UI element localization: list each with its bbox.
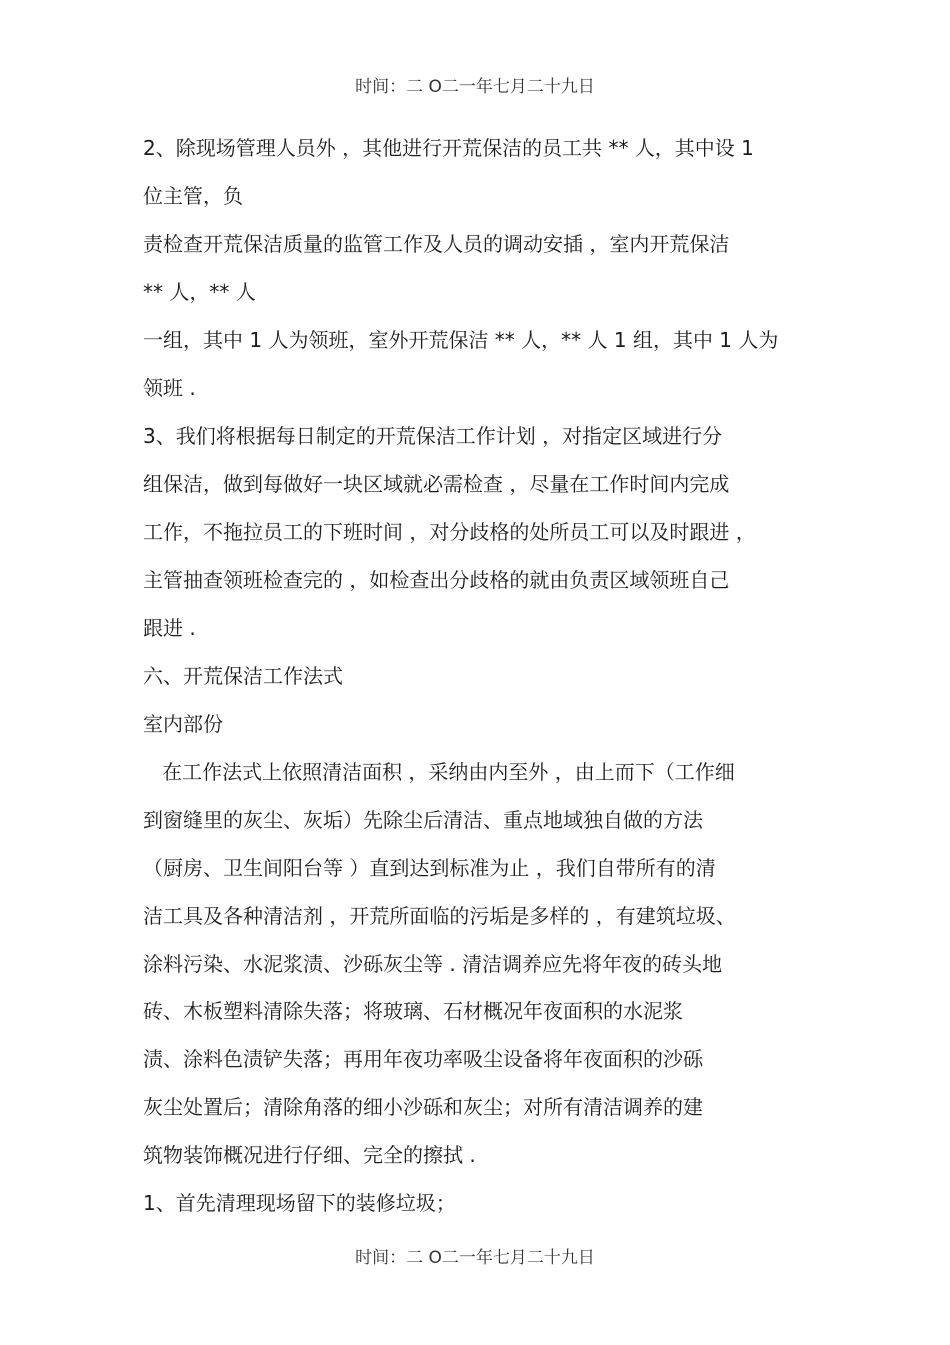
text-line: 1、首先清理现场留下的装修垃圾；: [143, 1191, 456, 1215]
text-line: （厨房、卫生间阳台等 ）直到达到标准为止 ，我们自带所有的清: [143, 856, 716, 880]
text-line: 到窗缝里的灰尘、灰垢）先除尘后清洁、重点地域独自做的方法: [143, 808, 703, 832]
text-line: 3、我们将根据每日制定的开荒保洁工作计划 ，对指定区域进行分: [143, 424, 723, 448]
text-line: 主管抽查领班检查完的 ，如检查出分歧格的就由负责区域领班自己: [143, 568, 730, 592]
text-line: 位主管，负: [143, 184, 243, 208]
text-line: 涂料污染、水泥浆渍、沙砾灰尘等 . 清洁调养应先将年夜的砖头地: [143, 952, 723, 976]
text-line: 洁工具及各种清洁剂 ，开荒所面临的污垢是多样的 ，有建筑垃圾、: [143, 904, 736, 928]
text-line: ** 人，** 人: [143, 280, 256, 304]
text-line: 渍、涂料色渍铲失落；再用年夜功率吸尘设备将年夜面积的沙砾: [143, 1047, 703, 1071]
subsection-heading: 室内部份: [143, 712, 223, 736]
text-line: 工作，不拖拉员工的下班时间 ，对分歧格的处所员工可以及时跟进 ，: [143, 520, 756, 544]
text-line: 灰尘处置后；清除角落的细小沙砾和灰尘；对所有清洁调养的建: [143, 1095, 703, 1119]
text-line: 领班 .: [143, 376, 196, 400]
page-footer-date: 时间：二 O二一年七月二十九日: [355, 1248, 595, 1268]
text-line: 筑物装饰概况进行仔细、完全的擦拭 .: [143, 1143, 476, 1167]
text-line: 砖、木板塑料清除失落；将玻璃、石材概况年夜面积的水泥浆: [143, 999, 683, 1023]
text-line: 2、除现场管理人员外 ，其他进行开荒保洁的员工共 ** 人，其中设 1: [143, 136, 754, 160]
text-line: 在工作法式上依照清洁面积 ，采纳由内至外 ，由上而下（工作细: [143, 760, 735, 784]
text-line: 责检查开荒保洁质量的监管工作及人员的调动安插 ，室内开荒保洁: [143, 232, 730, 256]
section-heading: 六、开荒保洁工作法式: [143, 664, 343, 688]
page-header-date: 时间：二 O二一年七月二十九日: [355, 77, 595, 97]
text-line: 跟进 .: [143, 616, 196, 640]
text-line: 组保洁，做到每做好一块区域就必需检查 ，尽量在工作时间内完成: [143, 472, 730, 496]
text-line: 一组，其中 1 人为领班，室外开荒保洁 ** 人，** 人 1 组，其中 1 人为: [143, 328, 779, 352]
